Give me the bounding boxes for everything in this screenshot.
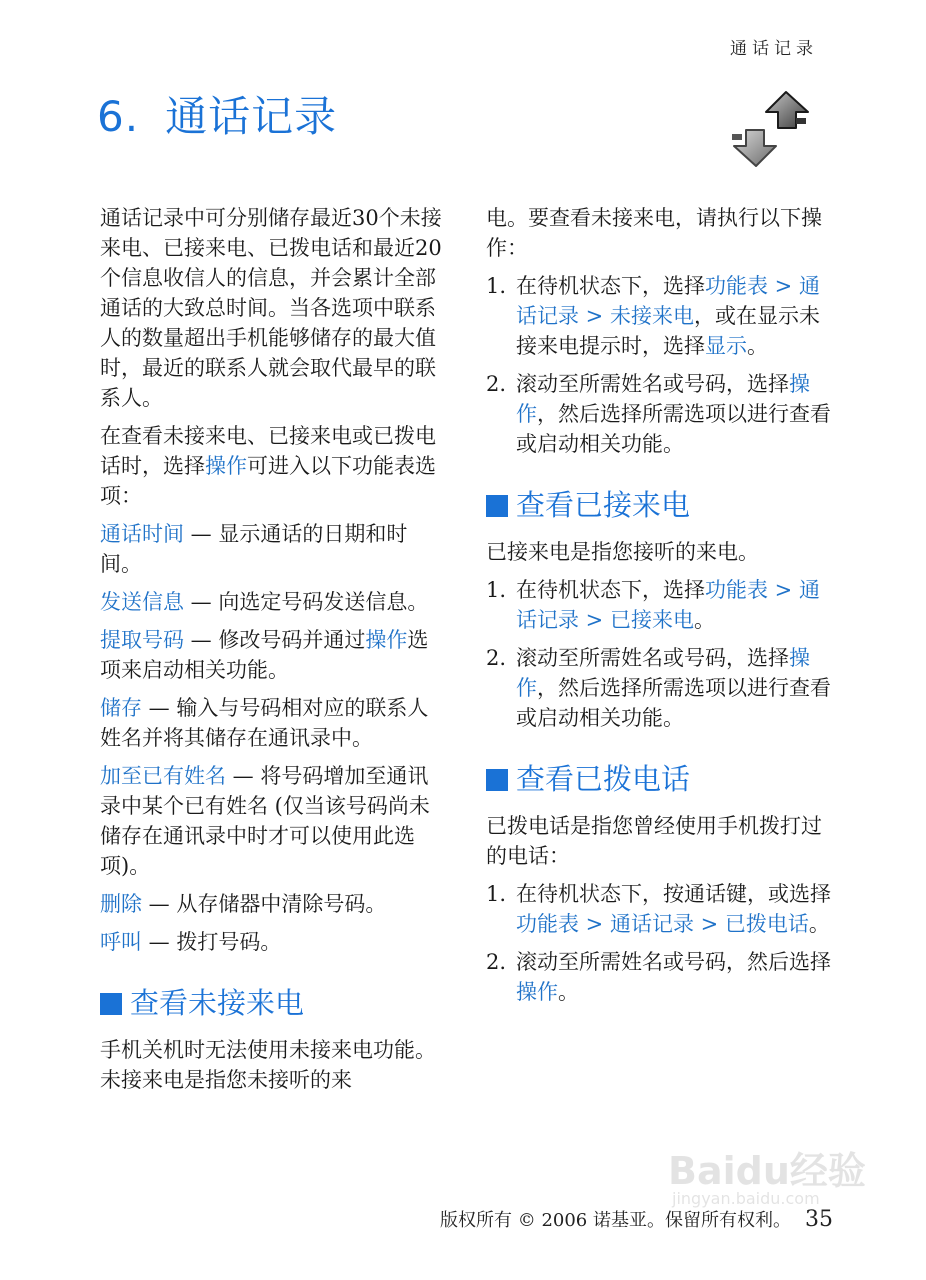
step-text: ，然后选择所需选项以进行查看或启动相关功能。 — [516, 402, 831, 456]
step-text: 在待机状态下，选择 — [516, 578, 705, 602]
option-desc: — 将号码增加至通讯录中某个已有姓名 (仅当该号码尚未储存在通讯录中时才可以使用此选项)。 — [100, 764, 430, 878]
option-term[interactable]: 删除 — [100, 892, 142, 916]
chapter-title — [97, 84, 337, 144]
heading-square-icon — [486, 495, 508, 517]
step-text: 在待机状态下，按通话键，或选择 — [516, 882, 831, 906]
link-dialed-numbers[interactable]: 已拨电话 — [724, 912, 809, 936]
link-call-log[interactable]: 通话记录 — [516, 578, 820, 632]
path-separator: > — [579, 912, 610, 936]
options-text: 在查看未接来电、已接来电或已拨电话时，选择 — [100, 424, 436, 478]
intro-paragraph: 通话记录中可分别储存最近30个未接来电、已接来电、已拨电话和最近20个信息收信人的信息，并会累计全部通话的大致总时间。当各选项中联系人的数量超出手机能够储存的最大值时，最近的联系人就会取代最早的联系人。 — [100, 206, 442, 410]
option-desc: — 拨打号码。 — [142, 930, 282, 954]
step-number: 1. — [486, 274, 507, 298]
step-number: 2. — [486, 646, 507, 670]
option-item — [100, 693, 445, 753]
option-term[interactable]: 呼叫 — [100, 930, 142, 954]
link-operation[interactable]: 操作 — [516, 980, 558, 1004]
missed-intro: 手机关机时无法使用未接来电功能。未接来电是指您未接听的来 — [100, 1038, 436, 1092]
right-column — [486, 203, 836, 1015]
watermark-text: Baidu经验 — [668, 1149, 866, 1193]
left-column — [100, 203, 445, 1103]
link-operation[interactable]: 操作 — [205, 454, 247, 478]
step-item — [486, 879, 836, 939]
missed-steps — [486, 271, 836, 459]
section-heading-text: 查看未接来电 — [130, 986, 305, 1020]
step-text: 。 — [808, 912, 830, 936]
link-operation[interactable]: 操作 — [516, 646, 810, 700]
step-text: 。 — [558, 980, 579, 1004]
option-item — [100, 625, 445, 685]
path-separator: > — [768, 274, 799, 298]
missed-intro-cont: 电。要查看未接来电，请执行以下操作： — [486, 206, 822, 260]
chapter-title-text: 通话记录 — [165, 92, 338, 141]
step-text: 滚动至所需姓名或号码，然后选择 — [516, 950, 831, 974]
step-number: 2. — [486, 372, 507, 396]
step-item — [486, 271, 836, 361]
link-operation[interactable]: 操作 — [516, 372, 810, 426]
option-term[interactable]: 发送信息 — [100, 590, 184, 614]
received-intro: 已接来电是指您接听的来电。 — [486, 540, 759, 564]
option-desc: — 显示通话的日期和时间。 — [100, 522, 408, 576]
heading-square-icon — [486, 769, 508, 791]
copyright-text: 版权所有 © 2006 诺基亚。保留所有权利。 — [440, 1210, 791, 1231]
link-show[interactable]: 显示 — [705, 334, 747, 358]
option-term[interactable]: 提取号码 — [100, 628, 184, 652]
step-text: 滚动至所需姓名或号码，选择 — [516, 646, 789, 670]
option-desc: — 修改号码并通过 — [184, 628, 366, 652]
option-desc: — 向选定号码发送信息。 — [184, 590, 429, 614]
section-heading-received — [486, 485, 836, 525]
link-menu[interactable]: 功能表 — [516, 912, 579, 936]
link-received-calls[interactable]: 已接来电 — [609, 608, 694, 632]
step-text: 滚动至所需姓名或号码，选择 — [516, 372, 789, 396]
baidu-watermark — [668, 1140, 866, 1208]
page-number: 35 — [804, 1207, 833, 1232]
option-item — [100, 587, 445, 617]
option-desc-end: 选项来启动相关功能。 — [100, 628, 429, 682]
watermark-sub: jingyan.baidu.com — [672, 1189, 820, 1208]
section-heading-dialed — [486, 759, 836, 799]
received-steps — [486, 575, 836, 733]
path-separator: > — [579, 608, 610, 632]
path-separator: > — [693, 912, 725, 936]
dialed-intro: 已拨电话是指您曾经使用手机拨打过的电话： — [486, 814, 822, 868]
heading-square-icon — [100, 993, 122, 1015]
step-number: 2. — [486, 950, 507, 974]
step-item — [486, 643, 836, 733]
option-item — [100, 927, 445, 957]
step-item — [486, 947, 836, 1007]
option-desc: — 从存储器中清除号码。 — [142, 892, 387, 916]
option-item — [100, 889, 445, 919]
option-desc: — 输入与号码相对应的联系人姓名并将其储存在通讯录中。 — [100, 696, 429, 750]
step-text: 。 — [747, 334, 768, 358]
link-operation[interactable]: 操作 — [365, 628, 408, 652]
step-text: 在待机状态下，选择 — [516, 274, 705, 298]
option-term[interactable]: 储存 — [100, 696, 142, 720]
options-text-end: 可进入以下功能表选项： — [100, 454, 436, 508]
option-item — [100, 761, 445, 881]
section-heading-text: 查看已拨电话 — [516, 762, 691, 796]
step-text: 。 — [693, 608, 715, 632]
link-menu[interactable]: 功能表 — [705, 578, 768, 602]
path-separator: > — [579, 304, 610, 328]
call-log-arrows-icon — [728, 88, 814, 170]
option-term[interactable]: 加至已有姓名 — [100, 764, 226, 788]
option-item — [100, 519, 445, 579]
path-separator: > — [768, 578, 799, 602]
section-heading-text: 查看已接来电 — [516, 488, 691, 522]
step-text: ，或在显示未接来电提示时，选择 — [516, 304, 820, 358]
option-term[interactable]: 通话时间 — [100, 522, 184, 546]
step-number: 1. — [486, 882, 507, 906]
link-call-log[interactable]: 通话记录 — [609, 912, 694, 936]
page-footer — [440, 1206, 833, 1232]
running-header: 通话记录 — [730, 39, 818, 59]
step-number: 1. — [486, 578, 507, 602]
dialed-steps — [486, 879, 836, 1007]
options-paragraph — [100, 421, 445, 511]
step-item — [486, 575, 836, 635]
link-missed-calls[interactable]: 未接来电 — [609, 304, 694, 328]
link-menu[interactable]: 功能表 — [705, 274, 768, 298]
chapter-number: 6. — [97, 92, 140, 141]
section-heading-missed — [100, 983, 445, 1023]
step-item — [486, 369, 836, 459]
link-call-log[interactable]: 通话记录 — [516, 274, 820, 328]
step-text: ，然后选择所需选项以进行查看或启动相关功能。 — [516, 676, 831, 730]
